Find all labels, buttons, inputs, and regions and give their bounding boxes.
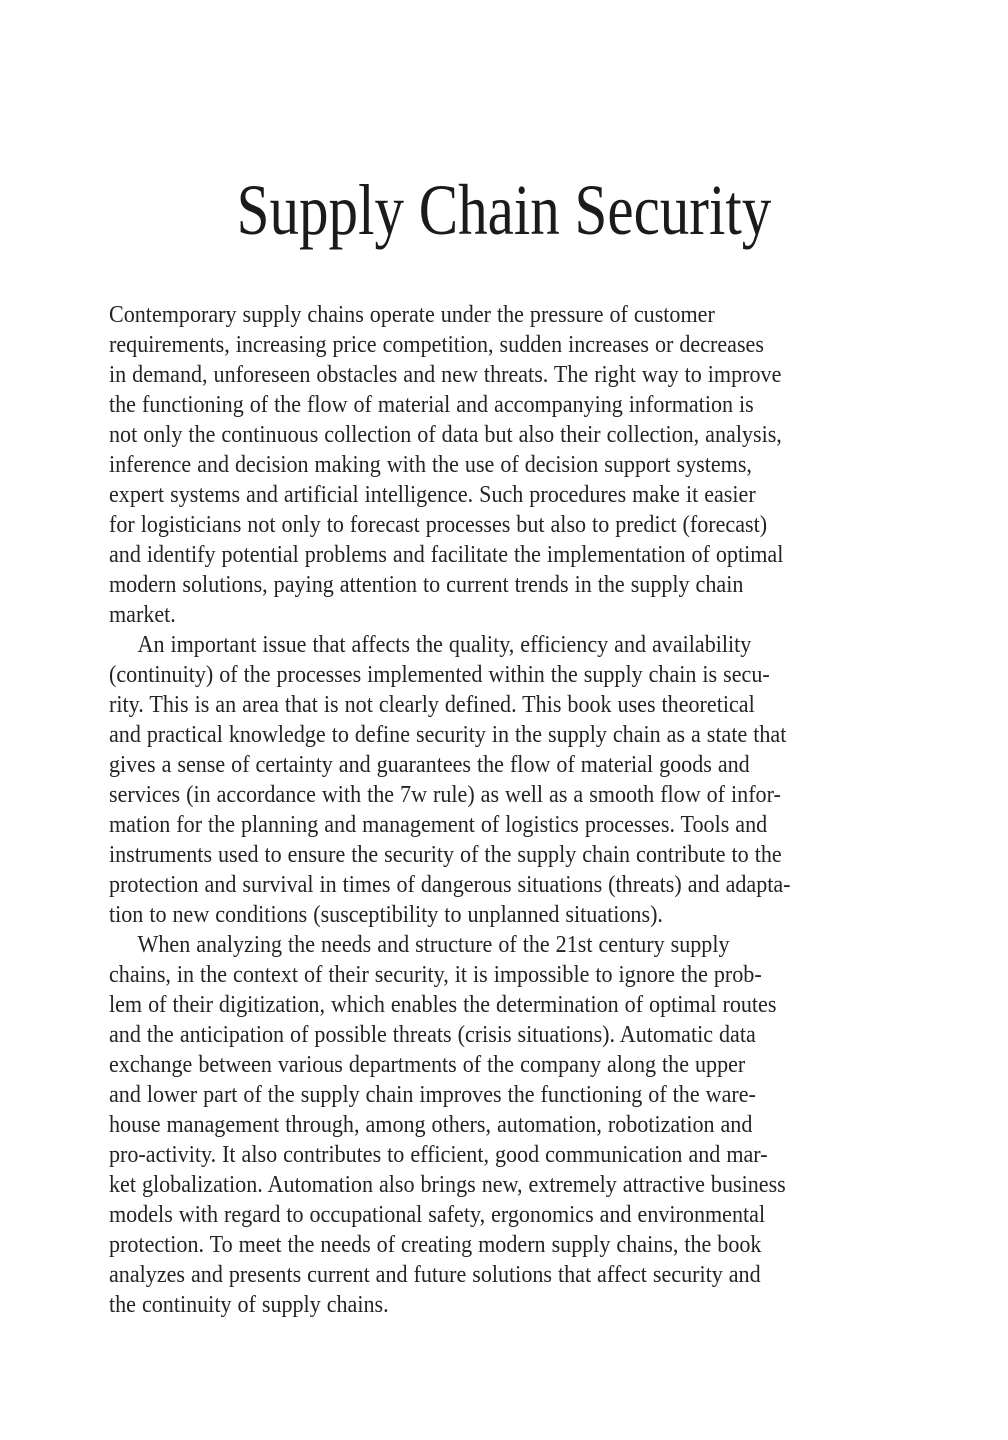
text-line: mation for the planning and management of logistics processes. Tools and (109, 812, 768, 838)
text-line: When analyzing the needs and structure of the 21st century supply (137, 932, 730, 958)
text-line: and practical knowledge to define security in the supply chain as a state that (109, 722, 787, 748)
text-line: and the anticipation of possible threats (crisis situations). Automatic data (109, 1022, 756, 1048)
text-line: services (in accordance with the 7w rule) as well as a smooth flow of infor- (109, 782, 781, 808)
text-line: gives a sense of certainty and guarantees the flow of material goods and (109, 752, 750, 778)
text-line: for logisticians not only to forecast processes but also to predict (forecast) (109, 512, 768, 538)
text-line: rity. This is an area that is not clearly defined. This book uses theoretical (109, 692, 755, 718)
text-line: the functioning of the flow of material and accompanying information is (109, 392, 754, 418)
paragraph (109, 630, 900, 930)
page-title: Supply Chain Security (236, 170, 772, 250)
text-line: market. (109, 602, 176, 628)
text-line: house management through, among others, automation, robotization and (109, 1112, 753, 1138)
text-line: Contemporary supply chains operate under the pressure of customer (109, 302, 715, 328)
text-line: expert systems and artificial intelligence. Such procedures make it easier (109, 482, 756, 508)
text-line: tion to new conditions (susceptibility to unplanned situations). (109, 902, 663, 928)
text-line: chains, in the context of their security, it is impossible to ignore the prob- (109, 962, 762, 988)
body-text (109, 300, 900, 1320)
text-line: the continuity of supply chains. (109, 1292, 389, 1318)
text-line: instruments used to ensure the security of the supply chain contribute to the (109, 842, 782, 868)
text-line: (continuity) of the processes implemented within the supply chain is secu- (109, 662, 770, 688)
text-line: An important issue that affects the quality, efficiency and availability (137, 632, 752, 658)
text-line: modern solutions, paying attention to current trends in the supply chain (109, 572, 744, 598)
text-line: in demand, unforeseen obstacles and new threats. The right way to improve (109, 362, 782, 388)
text-line: lem of their digitization, which enables the determination of optimal routes (109, 992, 777, 1018)
text-line: protection and survival in times of dangerous situations (threats) and adapta- (109, 872, 791, 898)
text-line: inference and decision making with the use of decision support systems, (109, 452, 752, 478)
text-line: ket globalization. Automation also brings new, extremely attractive business (109, 1172, 786, 1198)
text-line: and lower part of the supply chain improves the functioning of the ware- (109, 1082, 756, 1108)
text-line: not only the continuous collection of data but also their collection, analysis, (109, 422, 782, 448)
paragraph (109, 930, 900, 1320)
text-line: pro-activity. It also contributes to efficient, good communication and mar- (109, 1142, 768, 1168)
text-line: models with regard to occupational safety, ergonomics and environmental (109, 1202, 766, 1228)
paragraph (109, 300, 900, 630)
text-line: exchange between various departments of the company along the upper (109, 1052, 746, 1078)
text-line: requirements, increasing price competition, sudden increases or decreases (109, 332, 764, 358)
text-line: analyzes and presents current and future solutions that affect security and (109, 1262, 761, 1288)
text-line: and identify potential problems and facilitate the implementation of optimal (109, 542, 784, 568)
text-line: protection. To meet the needs of creating modern supply chains, the book (109, 1232, 762, 1258)
